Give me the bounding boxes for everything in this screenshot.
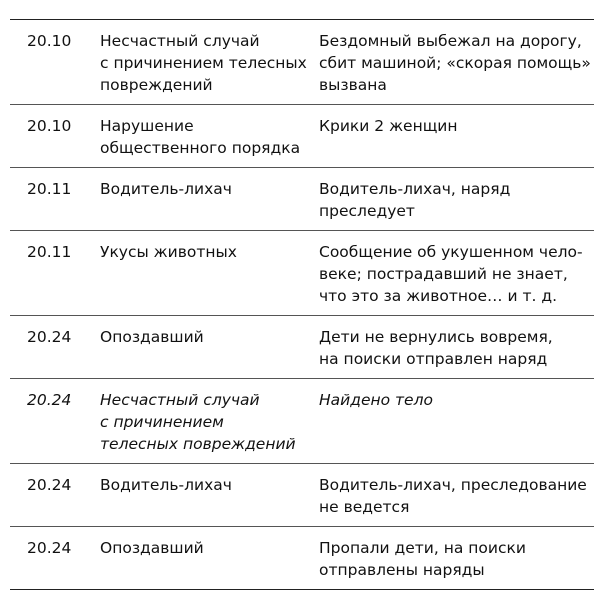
incident-type-cell (100, 241, 319, 307)
incident-type-cell (100, 115, 319, 159)
description-cell (319, 30, 597, 96)
time-cell: 20.11 (27, 180, 72, 198)
description-line: вызвана (319, 76, 387, 94)
incident-type-cell (100, 474, 319, 518)
description-line: веке; пострадавший не знает, (319, 265, 568, 283)
incident-type-line: Опоздавший (100, 328, 204, 346)
description-line: Водитель-лихач, наряд (319, 180, 511, 198)
incident-type-line: Водитель-лихач (100, 180, 232, 198)
incident-type-line: Нарушение (100, 117, 194, 135)
table-row (10, 168, 594, 231)
time-cell: 20.10 (27, 32, 72, 50)
incident-type-cell (100, 30, 319, 96)
description-line: что это за животное… и т. д. (319, 287, 558, 305)
incident-type-line: общественного порядка (100, 139, 301, 157)
description-cell (319, 115, 594, 159)
incident-type-line: Несчастный случай (100, 32, 260, 50)
description-cell (319, 326, 594, 370)
incident-log-table (10, 19, 594, 590)
description-line: не ведется (319, 498, 410, 516)
description-cell (319, 178, 594, 222)
incident-type-cell (100, 326, 319, 370)
time-cell: 20.24 (27, 476, 72, 494)
description-line: сбит машиной; «скорая помощь» (319, 54, 591, 72)
incident-type-cell (100, 389, 319, 455)
description-cell (319, 474, 594, 518)
incident-type-cell (100, 178, 319, 222)
time-cell: 20.24 (27, 539, 72, 557)
table-row (10, 379, 594, 464)
table-row (10, 231, 594, 316)
incident-type-line: Несчастный случай (100, 391, 260, 409)
table-row (10, 316, 594, 379)
table-row (10, 105, 594, 168)
incident-type-line: Водитель-лихач (100, 476, 232, 494)
description-line: отправлены наряды (319, 561, 485, 579)
incident-type-line: повреждений (100, 76, 213, 94)
incident-type-line: с причинением телесных (100, 54, 307, 72)
description-line: на поиски отправлен наряд (319, 350, 548, 368)
description-line: Найдено тело (319, 391, 433, 409)
incident-type-line: Опоздавший (100, 539, 204, 557)
incident-type-line: телесных повреждений (100, 435, 296, 453)
description-line: Крики 2 женщин (319, 117, 458, 135)
description-cell (319, 241, 594, 307)
time-cell: 20.10 (27, 117, 72, 135)
table-row (10, 20, 594, 105)
time-cell: 20.11 (27, 243, 72, 261)
description-cell (319, 389, 594, 455)
description-line: Водитель-лихач, преследование (319, 476, 587, 494)
incident-type-cell (100, 537, 319, 581)
description-cell (319, 537, 594, 581)
description-line: Дети не вернулись вовремя, (319, 328, 553, 346)
time-cell: 20.24 (27, 391, 72, 409)
incident-type-line: с причинением (100, 413, 224, 431)
incident-type-line: Укусы животных (100, 243, 237, 261)
description-line: Бездомный выбежал на дорогу, (319, 32, 582, 50)
description-line: Сообщение об укушенном чело- (319, 243, 583, 261)
description-line: Пропали дети, на поиски (319, 539, 526, 557)
table-row (10, 527, 594, 589)
description-line: преследует (319, 202, 415, 220)
time-cell: 20.24 (27, 328, 72, 346)
